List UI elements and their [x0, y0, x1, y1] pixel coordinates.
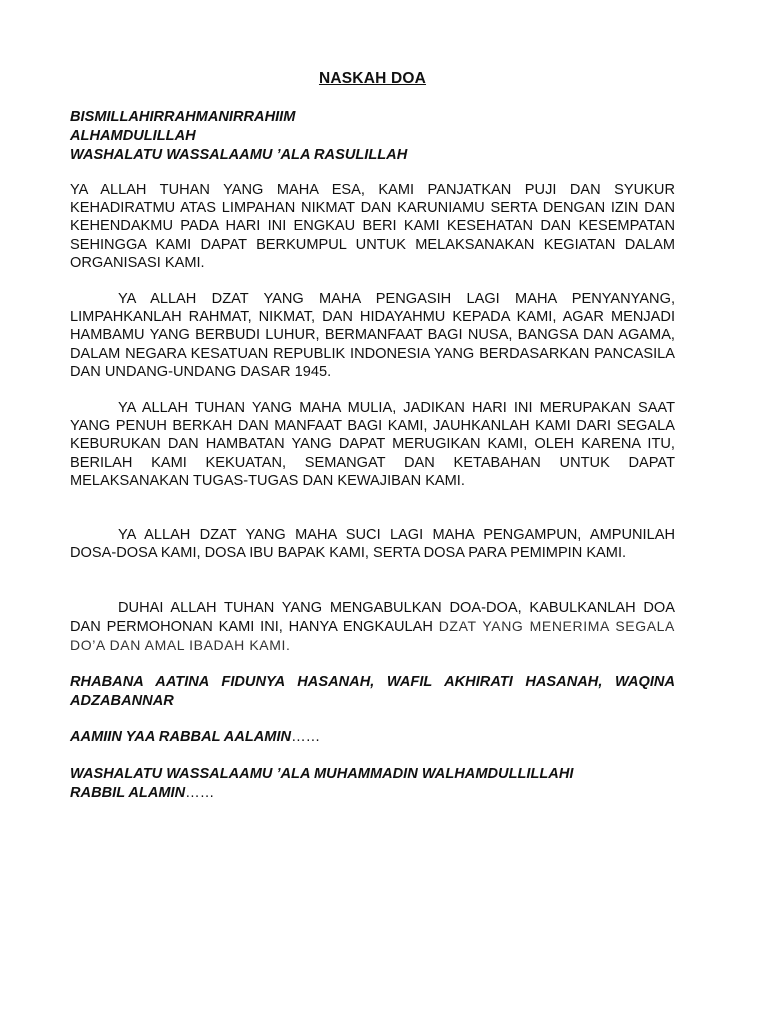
closing-washalatu-line-2 — [70, 784, 675, 803]
closing-aamiin-text: AAMIIN YAA RABBAL AALAMIN — [70, 729, 292, 745]
opening-invocation — [70, 108, 675, 165]
closing-washalatu-dots: …… — [185, 785, 215, 801]
paragraph-1: YA ALLAH TUHAN YANG MAHA ESA, KAMI PANJATKAN PUJI DAN SYUKUR KEHADIRATMU ATAS LIMPAHAN NIKMAT DAN KARUNIAMU SERTA DENGAN IZIN DAN KEHENDAKMU PADA HARI INI ENGKAU BERI KAMI KESEHATAN DAN KESEMPATAN SEHINGGA KAMI DAPAT BERKUMPUL UNTUK MELAKSANAKAN KEGIATAN DALAM ORGANISASI KAMI. — [70, 182, 675, 271]
opening-line-shalawat: WASHALATU WASSALAAMU ’ALA RASULILLAH — [70, 147, 408, 163]
paragraph-5 — [70, 599, 675, 656]
closing-washalatu-line-2-text: RABBIL ALAMIN — [70, 785, 186, 801]
document-title: NASKAH DOA — [318, 70, 427, 87]
paragraph-5-tail: DZAT YANG MENERIMA SEGALA DO’A DAN AMAL IBADAH KAMI. — [70, 618, 675, 654]
opening-line-basmalah: BISMILLAHIRRAHMANIRRAHIIM — [70, 109, 296, 125]
closing-washalatu — [70, 765, 675, 803]
closing-aamiin-dots: …… — [291, 729, 321, 745]
paragraph-4: YA ALLAH DZAT YANG MAHA SUCI LAGI MAHA PENGAMPUN, AMPUNILAH DOSA-DOSA KAMI, DOSA IBU BAPAK KAMI, SERTA DOSA PARA PEMIMPIN KAMI. — [70, 527, 675, 562]
opening-line-hamdalah: ALHAMDULILLAH — [70, 128, 196, 144]
paragraph-2: YA ALLAH DZAT YANG MAHA PENGASIH LAGI MAHA PENYANYANG, LIMPAHKANLAH RAHMAT, NIKMAT, DAN HIDAYAHMU KEPADA KAMI, AGAR MENJADI HAMBAMU YANG BERBUDI LUHUR, BERMANFAAT BAGI NUSA, BANGSA DAN AGAMA, DALAM NEGARA KESATUAN REPUBLIK INDONESIA YANG BERDASARKAN PANCASILA DAN UNDANG-UNDANG DASAR 1945. — [70, 291, 675, 380]
document-page — [70, 0, 675, 1024]
closing-washalatu-line-1: WASHALATU WASSALAAMU ’ALA MUHAMMADIN WALHAMDULLILLAHI — [70, 766, 574, 782]
paragraph-5-main: DUHAI ALLAH TUHAN YANG MENGABULKAN DOA-DOA, KABULKANLAH DOA DAN PERMOHONAN KAMI INI, HANYA ENGKAULAH — [70, 600, 675, 636]
paragraph-3: YA ALLAH TUHAN YANG MAHA MULIA, JADIKAN HARI INI MERUPAKAN SAAT YANG PENUH BERKAH DAN MANFAAT BAGI KAMI, JAUHKANLAH KAMI DARI SEGALA KEBURUKAN DAN HAMBATAN YANG DAPAT MERUGIKAN KAMI, OLEH KARENA ITU, BERILAH KAMI KEKUATAN, SEMANGAT DAN KETABAHAN UNTUK DAPAT MELAKSANAKAN TUGAS-TUGAS DAN KEWAJIBAN KAMI. — [70, 400, 675, 489]
closing-aamiin — [70, 728, 675, 747]
closing-rhabana: RHABANA AATINA FIDUNYA HASANAH, WAFIL AKHIRATI HASANAH, WAQINA ADZABANNAR — [70, 674, 675, 709]
